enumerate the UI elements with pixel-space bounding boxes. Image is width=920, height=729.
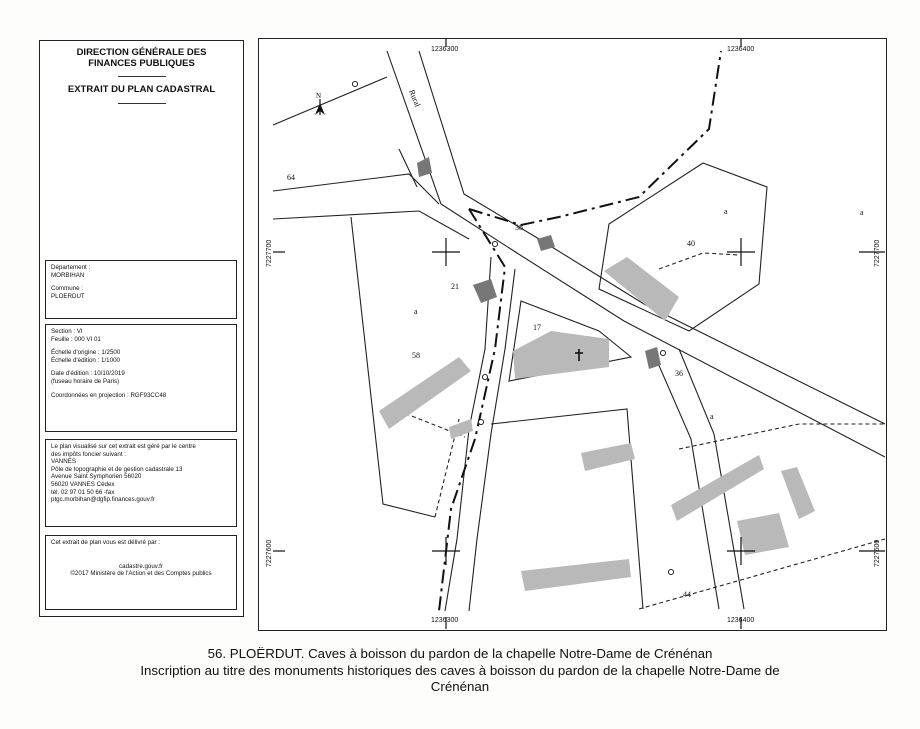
commune-label: Commune : — [51, 285, 83, 293]
parcel-boundary — [679, 424, 885, 449]
contact-line3: VANNES — [51, 458, 76, 466]
coord-top-left: 1236300 — [431, 46, 459, 53]
copyright-text: ©2017 Ministère de l'Action et des Comptes publics — [70, 570, 212, 578]
parcel-label-17: 17 — [533, 323, 541, 332]
parcel-label-44: 44 — [683, 590, 691, 599]
fuseau-text: (fuseau horaire de Paris) — [51, 377, 120, 385]
section-text: Section : VI — [51, 328, 83, 335]
contact-line4: Pôle de topographie et de gestion cadastrale 13 — [51, 465, 183, 473]
north-label: N — [316, 92, 322, 100]
grid-cross — [432, 238, 460, 266]
feuille-text: Feuille : 000 VI 01 — [51, 335, 101, 343]
contact-line6: 56020 VANNES Cédex — [51, 480, 115, 488]
building — [737, 513, 789, 555]
contact-line1: Le plan visualisé sur cet extrait est géré par le centre — [51, 443, 196, 450]
subparcel-label: a — [860, 208, 864, 217]
parcel-boundary — [399, 149, 417, 187]
building — [671, 455, 764, 521]
survey-mark — [352, 81, 357, 86]
departement-value: MORBIHAN — [51, 271, 85, 279]
small-building — [645, 347, 661, 369]
building — [604, 257, 679, 321]
date-edition-text: Date d'édition : 10/10/2019 — [51, 370, 125, 378]
building — [581, 443, 635, 471]
parcel-label-21: 21 — [451, 282, 459, 291]
coord-bottom-right: 1236400 — [727, 617, 755, 624]
building — [379, 357, 471, 429]
parcel-boundary — [351, 217, 435, 517]
contact-box — [45, 439, 237, 527]
cadastre-link[interactable]: cadastre.gouv.fr — [119, 562, 163, 570]
commune-value: PLOERDUT — [51, 292, 85, 300]
grid-cross — [727, 238, 755, 266]
coord-left-lower: 7227600 — [266, 539, 273, 567]
header-line2: FINANCES PUBLIQUES — [88, 58, 195, 69]
survey-mark — [492, 241, 497, 246]
echelle-edition-text: Échelle d'édition : 1/1000 — [51, 356, 120, 364]
parcel-label-58: 58 — [412, 351, 420, 360]
small-building — [537, 235, 555, 251]
survey-mark — [482, 374, 487, 379]
contact-email-link[interactable]: ptgc.morbihan@dgfip.finances.gouv.fr — [51, 496, 155, 504]
survey-mark — [668, 569, 673, 574]
contact-line5: Avenue Saint Symphorien 56020 — [51, 473, 142, 481]
parcel-label-36: 36 — [675, 369, 683, 378]
coord-right-upper: 7227700 — [874, 239, 881, 267]
coord-left-upper: 7227700 — [266, 239, 273, 267]
parcel-label-38: 38 — [515, 223, 523, 232]
small-building — [473, 279, 497, 303]
road-edge — [273, 211, 469, 239]
caption-line1: 56. PLOËRDUT. Caves à boisson du pardon de la chapelle Notre-Dame de Crénénan — [207, 646, 713, 661]
building — [513, 331, 609, 379]
subparcel-label: a — [414, 307, 418, 316]
subparcel-label: a — [724, 207, 728, 216]
road-edge — [654, 354, 719, 609]
building — [781, 467, 815, 519]
info-panel — [39, 40, 244, 617]
grid-cross — [432, 537, 460, 565]
departement-label: Département : — [51, 264, 91, 271]
location-box — [45, 260, 237, 319]
contact-line7: tél. 02 97 01 50 66 -fax — [51, 488, 115, 496]
cadastral-map — [258, 38, 887, 631]
road-edge — [387, 51, 885, 457]
survey-mark — [478, 419, 483, 424]
coordonnees-text: Coordonnées en projection : RGF93CC48 — [51, 391, 167, 399]
header-divider — [118, 76, 166, 77]
panel-header — [40, 47, 243, 69]
header-line1: DIRECTION GÉNÉRALE DES — [76, 47, 207, 58]
road-name-label: Rural — [407, 88, 423, 109]
caption-line3: Crénénan — [430, 679, 490, 694]
echelle-origine-text: Échelle d'origine : 1/2500 — [51, 349, 121, 357]
road-edge — [273, 174, 439, 204]
extract-title: EXTRAIT DU PLAN CADASTRAL — [67, 84, 216, 95]
survey-mark — [660, 350, 665, 355]
parcel-boundary — [599, 163, 767, 331]
title-divider — [118, 103, 166, 104]
building — [521, 559, 631, 591]
footer-box — [45, 535, 237, 610]
coord-right-lower: 7227600 — [874, 539, 881, 567]
details-box — [45, 324, 237, 432]
contact-line2: des impôts foncier suivant : — [51, 450, 126, 458]
footer-line1: Cet extrait de plan vous est délivré par : — [51, 539, 161, 546]
parcel-boundary — [659, 253, 739, 269]
parcel-label-64: 64 — [287, 173, 295, 182]
parcel-label-40: 40 — [687, 239, 695, 248]
figure-caption — [0, 646, 920, 696]
commune-boundary — [469, 51, 721, 225]
subparcel-label: a — [710, 412, 714, 421]
road-edge — [469, 269, 515, 611]
road-edge — [419, 51, 885, 424]
small-building — [417, 157, 432, 177]
map-drawing — [259, 39, 885, 629]
parcel-boundary — [273, 77, 387, 125]
coord-bottom-left: 1236300 — [431, 617, 459, 624]
coord-top-right: 1236400 — [727, 46, 755, 53]
caption-line2: Inscription au titre des monuments historiques des caves à boisson du pardon de la chapelle Notre-Dame de — [140, 662, 780, 678]
